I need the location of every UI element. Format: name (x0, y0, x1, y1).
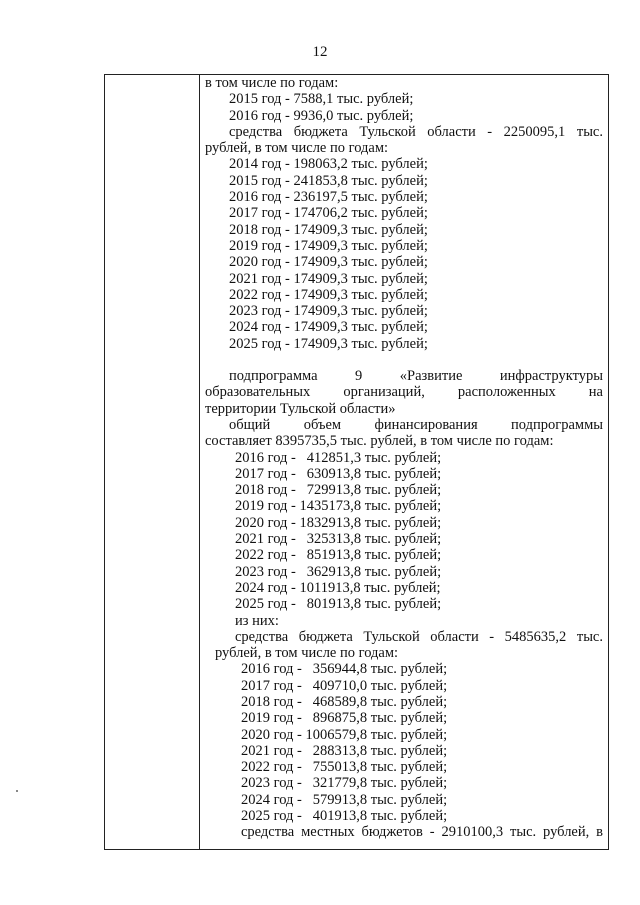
year-line: 2016 год - 236197,5 тыс. рублей; (229, 189, 428, 206)
regional-budget-line: средства бюджета Тульской области - 2250095,1 тыс. (229, 123, 603, 140)
subprogram-title-line: подпрограмма 9 «Развитие инфраструктуры (229, 368, 603, 385)
year-line: 2016 год - 412851,3 тыс. рублей; (235, 449, 442, 466)
scan-speck (16, 790, 18, 792)
year-line: 2020 год - 174909,3 тыс. рублей; (229, 254, 428, 271)
year-line: 2018 год - 468589,8 тыс. рублей; (241, 693, 448, 710)
year-line: 2021 год - 174909,3 тыс. рублей; (229, 270, 428, 287)
of-them-label: из них: (235, 612, 279, 629)
year-line: 2017 год - 409710,0 тыс. рублей; (241, 677, 448, 694)
total-financing-line: общий объем финансирования подпрограммы (229, 416, 603, 433)
regional-budget-line-cont: рублей, в том числе по годам: (205, 140, 389, 157)
regional-budget-line: средства бюджета Тульской области - 5485635,2 тыс. (235, 628, 603, 645)
year-line: 2015 год - 7588,1 тыс. рублей; (229, 91, 414, 108)
column-divider (199, 75, 200, 849)
year-line: 2020 год - 1006579,8 тыс. рублей; (241, 726, 448, 743)
regional-budget-line-cont: рублей, в том числе по годам: (215, 645, 399, 662)
year-line: 2021 год - 288313,8 тыс. рублей; (241, 742, 448, 759)
year-line: 2017 год - 174706,2 тыс. рублей; (229, 205, 428, 222)
year-line: 2014 год - 198063,2 тыс. рублей; (229, 156, 428, 173)
year-line: 2019 год - 896875,8 тыс. рублей; (241, 710, 448, 727)
year-line: 2015 год - 241853,8 тыс. рублей; (229, 172, 428, 189)
year-line: 2021 год - 325313,8 тыс. рублей; (235, 531, 442, 548)
year-line: 2016 год - 9936,0 тыс. рублей; (229, 107, 414, 124)
year-line: 2022 год - 755013,8 тыс. рублей; (241, 759, 448, 776)
program-table (104, 74, 609, 850)
year-line: 2019 год - 174909,3 тыс. рублей; (229, 237, 428, 254)
year-line: 2024 год - 579913,8 тыс. рублей; (241, 791, 448, 808)
year-line: 2024 год - 174909,3 тыс. рублей; (229, 319, 428, 336)
year-line: 2023 год - 174909,3 тыс. рублей; (229, 303, 428, 320)
year-line: 2022 год - 851913,8 тыс. рублей; (235, 547, 442, 564)
year-line: 2025 год - 174909,3 тыс. рублей; (229, 335, 428, 352)
subprogram-title-line: образовательных организаций, расположенных на (205, 384, 603, 401)
year-line: 2024 год - 1011913,8 тыс. рублей; (235, 579, 441, 596)
year-line: 2025 год - 801913,8 тыс. рублей; (235, 596, 442, 613)
year-line: 2022 год - 174909,3 тыс. рублей; (229, 286, 428, 303)
total-financing-line-cont: составляет 8395735,5 тыс. рублей, в том числе по годам: (205, 433, 554, 450)
year-line: 2023 год - 321779,8 тыс. рублей; (241, 775, 448, 792)
page-number: 12 (312, 44, 328, 60)
year-line: 2018 год - 729913,8 тыс. рублей; (235, 482, 442, 499)
local-budget-line: средства местных бюджетов - 2910100,3 тыс. рублей, в (241, 824, 603, 841)
year-line: 2018 год - 174909,3 тыс. рублей; (229, 221, 428, 238)
subprogram-title-line: территории Тульской области» (205, 400, 396, 417)
financing-cell (205, 75, 603, 841)
year-line: 2016 год - 356944,8 тыс. рублей; (241, 661, 448, 678)
year-line: 2020 год - 1832913,8 тыс. рублей; (235, 514, 442, 531)
intro-line: в том числе по годам: (205, 75, 339, 91)
year-line: 2019 год - 1435173,8 тыс. рублей; (235, 498, 442, 515)
year-line: 2025 год - 401913,8 тыс. рублей; (241, 808, 448, 825)
year-line: 2017 год - 630913,8 тыс. рублей; (235, 465, 442, 482)
year-line: 2023 год - 362913,8 тыс. рублей; (235, 563, 442, 580)
